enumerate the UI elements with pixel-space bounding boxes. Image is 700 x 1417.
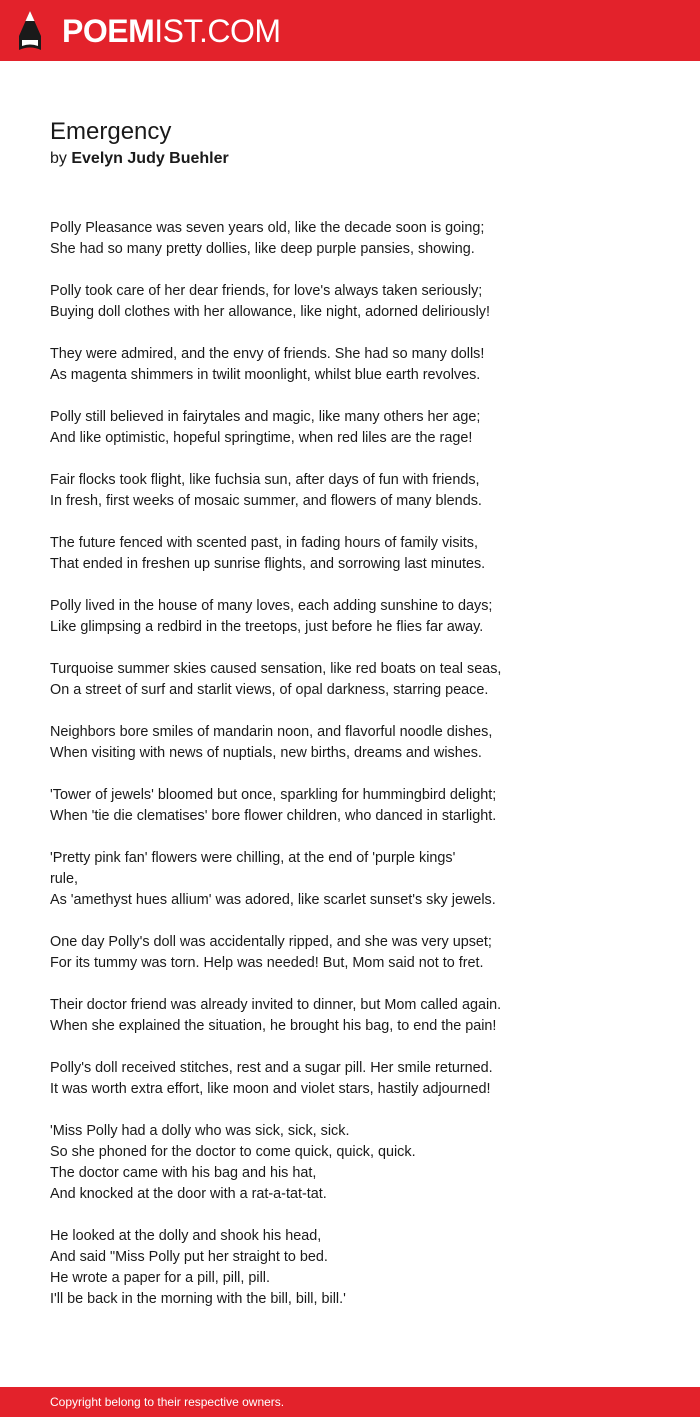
poem-line: When she explained the situation, he brought his bag, to end the pain! <box>50 1018 497 1034</box>
poem-line: Their doctor friend was already invited to dinner, but Mom called again. <box>50 997 502 1013</box>
logo-text-bold: POEM <box>62 13 155 49</box>
poem-line: So she phoned for the doctor to come quick, quick, quick. <box>50 1144 416 1160</box>
poem-line: It was worth extra effort, like moon and violet stars, hastily adjourned! <box>50 1081 491 1097</box>
poem-line: He looked at the dolly and shook his head, <box>50 1228 322 1244</box>
poem-line: Neighbors bore smiles of mandarin noon, and flavorful noodle dishes, <box>50 724 493 740</box>
poem-line: One day Polly's doll was accidentally ripped, and she was very upset; <box>50 934 492 950</box>
poem-line: When 'tie die clematises' bore flower children, who danced in starlight. <box>50 808 497 824</box>
poem-line: Like glimpsing a redbird in the treetops, just before he flies far away. <box>50 619 484 635</box>
poem-stanza <box>50 722 550 764</box>
poem-line: That ended in freshen up sunrise flights, and sorrowing last minutes. <box>50 556 486 572</box>
poem-line: Fair flocks took flight, like fuchsia sun, after days of fun with friends, <box>50 472 480 488</box>
poem-stanza <box>50 218 550 260</box>
poem-line: Polly Pleasance was seven years old, like the decade soon is going; <box>50 220 485 236</box>
poem-stanza <box>50 785 550 827</box>
poem-line: As magenta shimmers in twilit moonlight, whilst blue earth revolves. <box>50 367 481 383</box>
poem-stanza <box>50 932 550 974</box>
pencil-tip-icon <box>17 10 43 52</box>
poem-line: Buying doll clothes with her allowance, like night, adorned deliriously! <box>50 304 490 320</box>
poem-line: He wrote a paper for a pill, pill, pill. <box>50 1270 270 1286</box>
poem-line: As 'amethyst hues allium' was adored, like scarlet sunset's sky jewels. <box>50 892 496 908</box>
poem-stanza <box>50 995 550 1037</box>
poem-stanza <box>50 533 550 575</box>
poem-line: For its tummy was torn. Help was needed! But, Mom said not to fret. <box>50 955 484 971</box>
poem-stanza <box>50 659 550 701</box>
poem-stanza <box>50 344 550 386</box>
poem-byline <box>50 148 229 170</box>
poem-stanza <box>50 407 550 449</box>
poem-line: And said "Miss Polly put her straight to bed. <box>50 1249 328 1265</box>
poem-line: In fresh, first weeks of mosaic summer, and flowers of many blends. <box>50 493 482 509</box>
poem-line: The future fenced with scented past, in fading hours of family visits, <box>50 535 478 551</box>
poem-line: 'Pretty pink fan' flowers were chilling, at the end of 'purple kings' <box>50 850 456 866</box>
poem-line: She had so many pretty dollies, like deep purple pansies, showing. <box>50 241 475 257</box>
poem-title: Emergency <box>50 118 172 145</box>
copyright-notice: Copyright belong to their respective owners. <box>50 1395 285 1409</box>
poem-line: Polly took care of her dear friends, for love's always taken seriously; <box>50 283 483 299</box>
poem-line: 'Miss Polly had a dolly who was sick, sick, sick. <box>50 1123 350 1139</box>
poem-stanza <box>50 1058 550 1100</box>
poem-line: They were admired, and the envy of friends. She had so many dolls! <box>50 346 485 362</box>
poem-stanza <box>50 596 550 638</box>
poem-line: Turquoise summer skies caused sensation, like red boats on teal seas, <box>50 661 502 677</box>
poem-body <box>50 218 550 1331</box>
poem-line: And like optimistic, hopeful springtime, when red liles are the rage! <box>50 430 473 446</box>
poem-line: I'll be back in the morning with the bill, bill, bill.' <box>50 1291 346 1307</box>
poem-line: When visiting with news of nuptials, new births, dreams and wishes. <box>50 745 482 761</box>
poem-stanza <box>50 281 550 323</box>
site-footer <box>0 1387 700 1417</box>
poem-line: 'Tower of jewels' bloomed but once, sparkling for hummingbird delight; <box>50 787 497 803</box>
poem-line: Polly still believed in fairytales and magic, like many others her age; <box>50 409 481 425</box>
poem-stanza <box>50 470 550 512</box>
by-label: by <box>50 150 67 167</box>
poem-line: On a street of surf and starlit views, of opal darkness, starring peace. <box>50 682 489 698</box>
site-header <box>0 0 700 61</box>
poem-line: Polly lived in the house of many loves, each adding sunshine to days; <box>50 598 493 614</box>
poem-line: The doctor came with his bag and his hat, <box>50 1165 317 1181</box>
poem-stanza <box>50 1121 550 1205</box>
poem-stanza <box>50 1226 550 1310</box>
logo-text-light: IST.COM <box>154 13 281 49</box>
author-name: Evelyn Judy Buehler <box>71 150 229 167</box>
poem-stanza <box>50 848 550 911</box>
poem-line: Polly's doll received stitches, rest and a sugar pill. Her smile returned. <box>50 1060 493 1076</box>
poem-line: And knocked at the door with a rat-a-tat-tat. <box>50 1186 327 1202</box>
poem-line: rule, <box>50 871 78 887</box>
site-logo[interactable] <box>62 11 281 51</box>
